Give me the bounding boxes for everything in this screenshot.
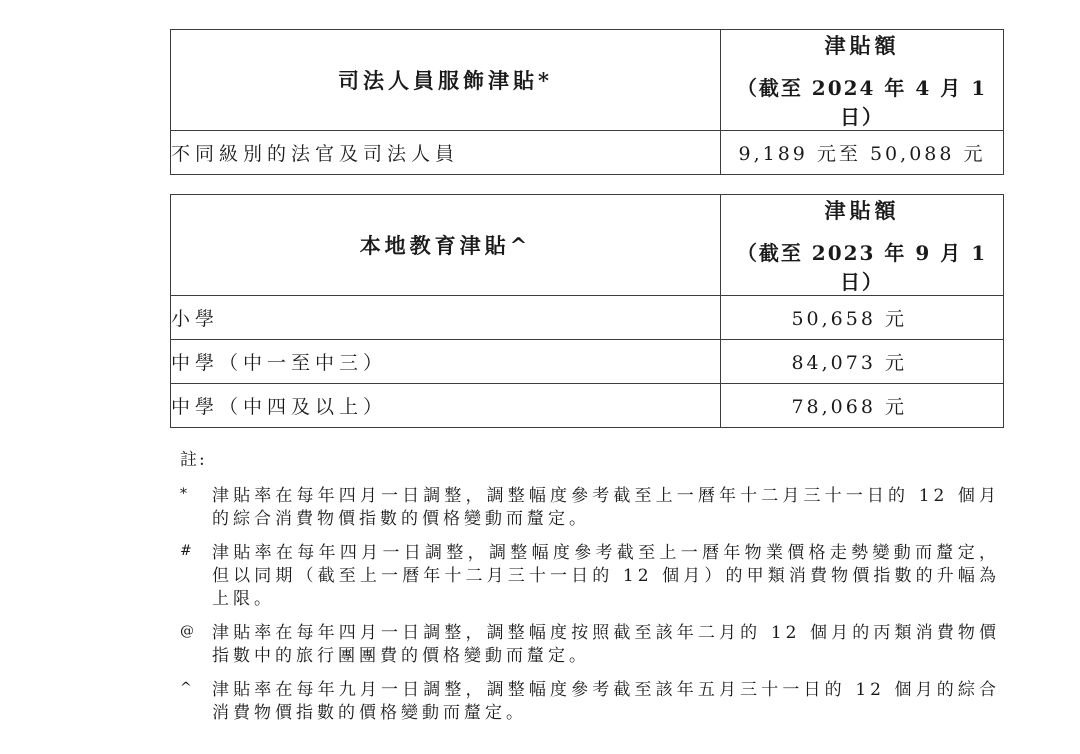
note-mark: ^ [180,680,196,696]
note-text: 津貼率在每年四月一日調整，調整幅度參考截至上一曆年物業價格走勢變動而釐定，但以同期（截至上一曆年十二月三十一日的 12 個月）的甲類消費物價指數的升幅為上限。 [212,543,1000,609]
rate-title: 津貼額 [824,198,900,223]
row-label: 小學 [171,296,721,340]
note-mark: @ [180,623,198,639]
note-text: 津貼率在每年九月一日調整，調整幅度參考截至該年五月三十一日的 12 個月的綜合消費物價指數的價格變動而釐定。 [212,680,1000,723]
row-value: 78,068 元 [721,384,1004,428]
note-item [180,622,1000,668]
note-mark: * [180,486,191,502]
table-row [171,340,1004,384]
rate-header [721,30,1004,131]
row-label: 不同級別的法官及司法人員 [171,131,721,175]
judicial-allowance-table [170,29,1004,175]
education-allowance-table [170,194,1004,428]
note-item [180,542,1000,611]
table-header-row [171,195,1004,296]
row-label: 中學（中四及以上） [171,384,721,428]
note-text: 津貼率在每年四月一日調整，調整幅度參考截至上一曆年十二月三十一日的 12 個月的綜合消費物價指數的價格變動而釐定。 [212,486,1000,529]
table-row [171,131,1004,175]
table-row [171,384,1004,428]
rate-title: 津貼額 [824,33,900,58]
table-title: 司法人員服飾津貼* [171,30,721,131]
row-value: 9,189 元至 50,088 元 [721,131,1004,175]
note-mark: # [180,543,196,559]
note-item [180,485,1000,531]
rate-date: （截至 2023 年 9 月 1 日） [736,241,988,294]
rate-date: （截至 2024 年 4 月 1 日） [736,76,988,129]
notes-title: 註: [180,450,207,470]
table-title: 本地教育津貼^ [171,195,721,296]
table-row [171,296,1004,340]
row-value: 50,658 元 [721,296,1004,340]
row-value: 84,073 元 [721,340,1004,384]
note-item [180,679,1000,725]
rate-header [721,195,1004,296]
note-text: 津貼率在每年四月一日調整，調整幅度按照截至該年二月的 12 個月的丙類消費物價指數中的旅行團團費的價格變動而釐定。 [212,623,1000,666]
table-header-row [171,30,1004,131]
row-label: 中學（中一至中三） [171,340,721,384]
notes-section [180,449,1000,736]
